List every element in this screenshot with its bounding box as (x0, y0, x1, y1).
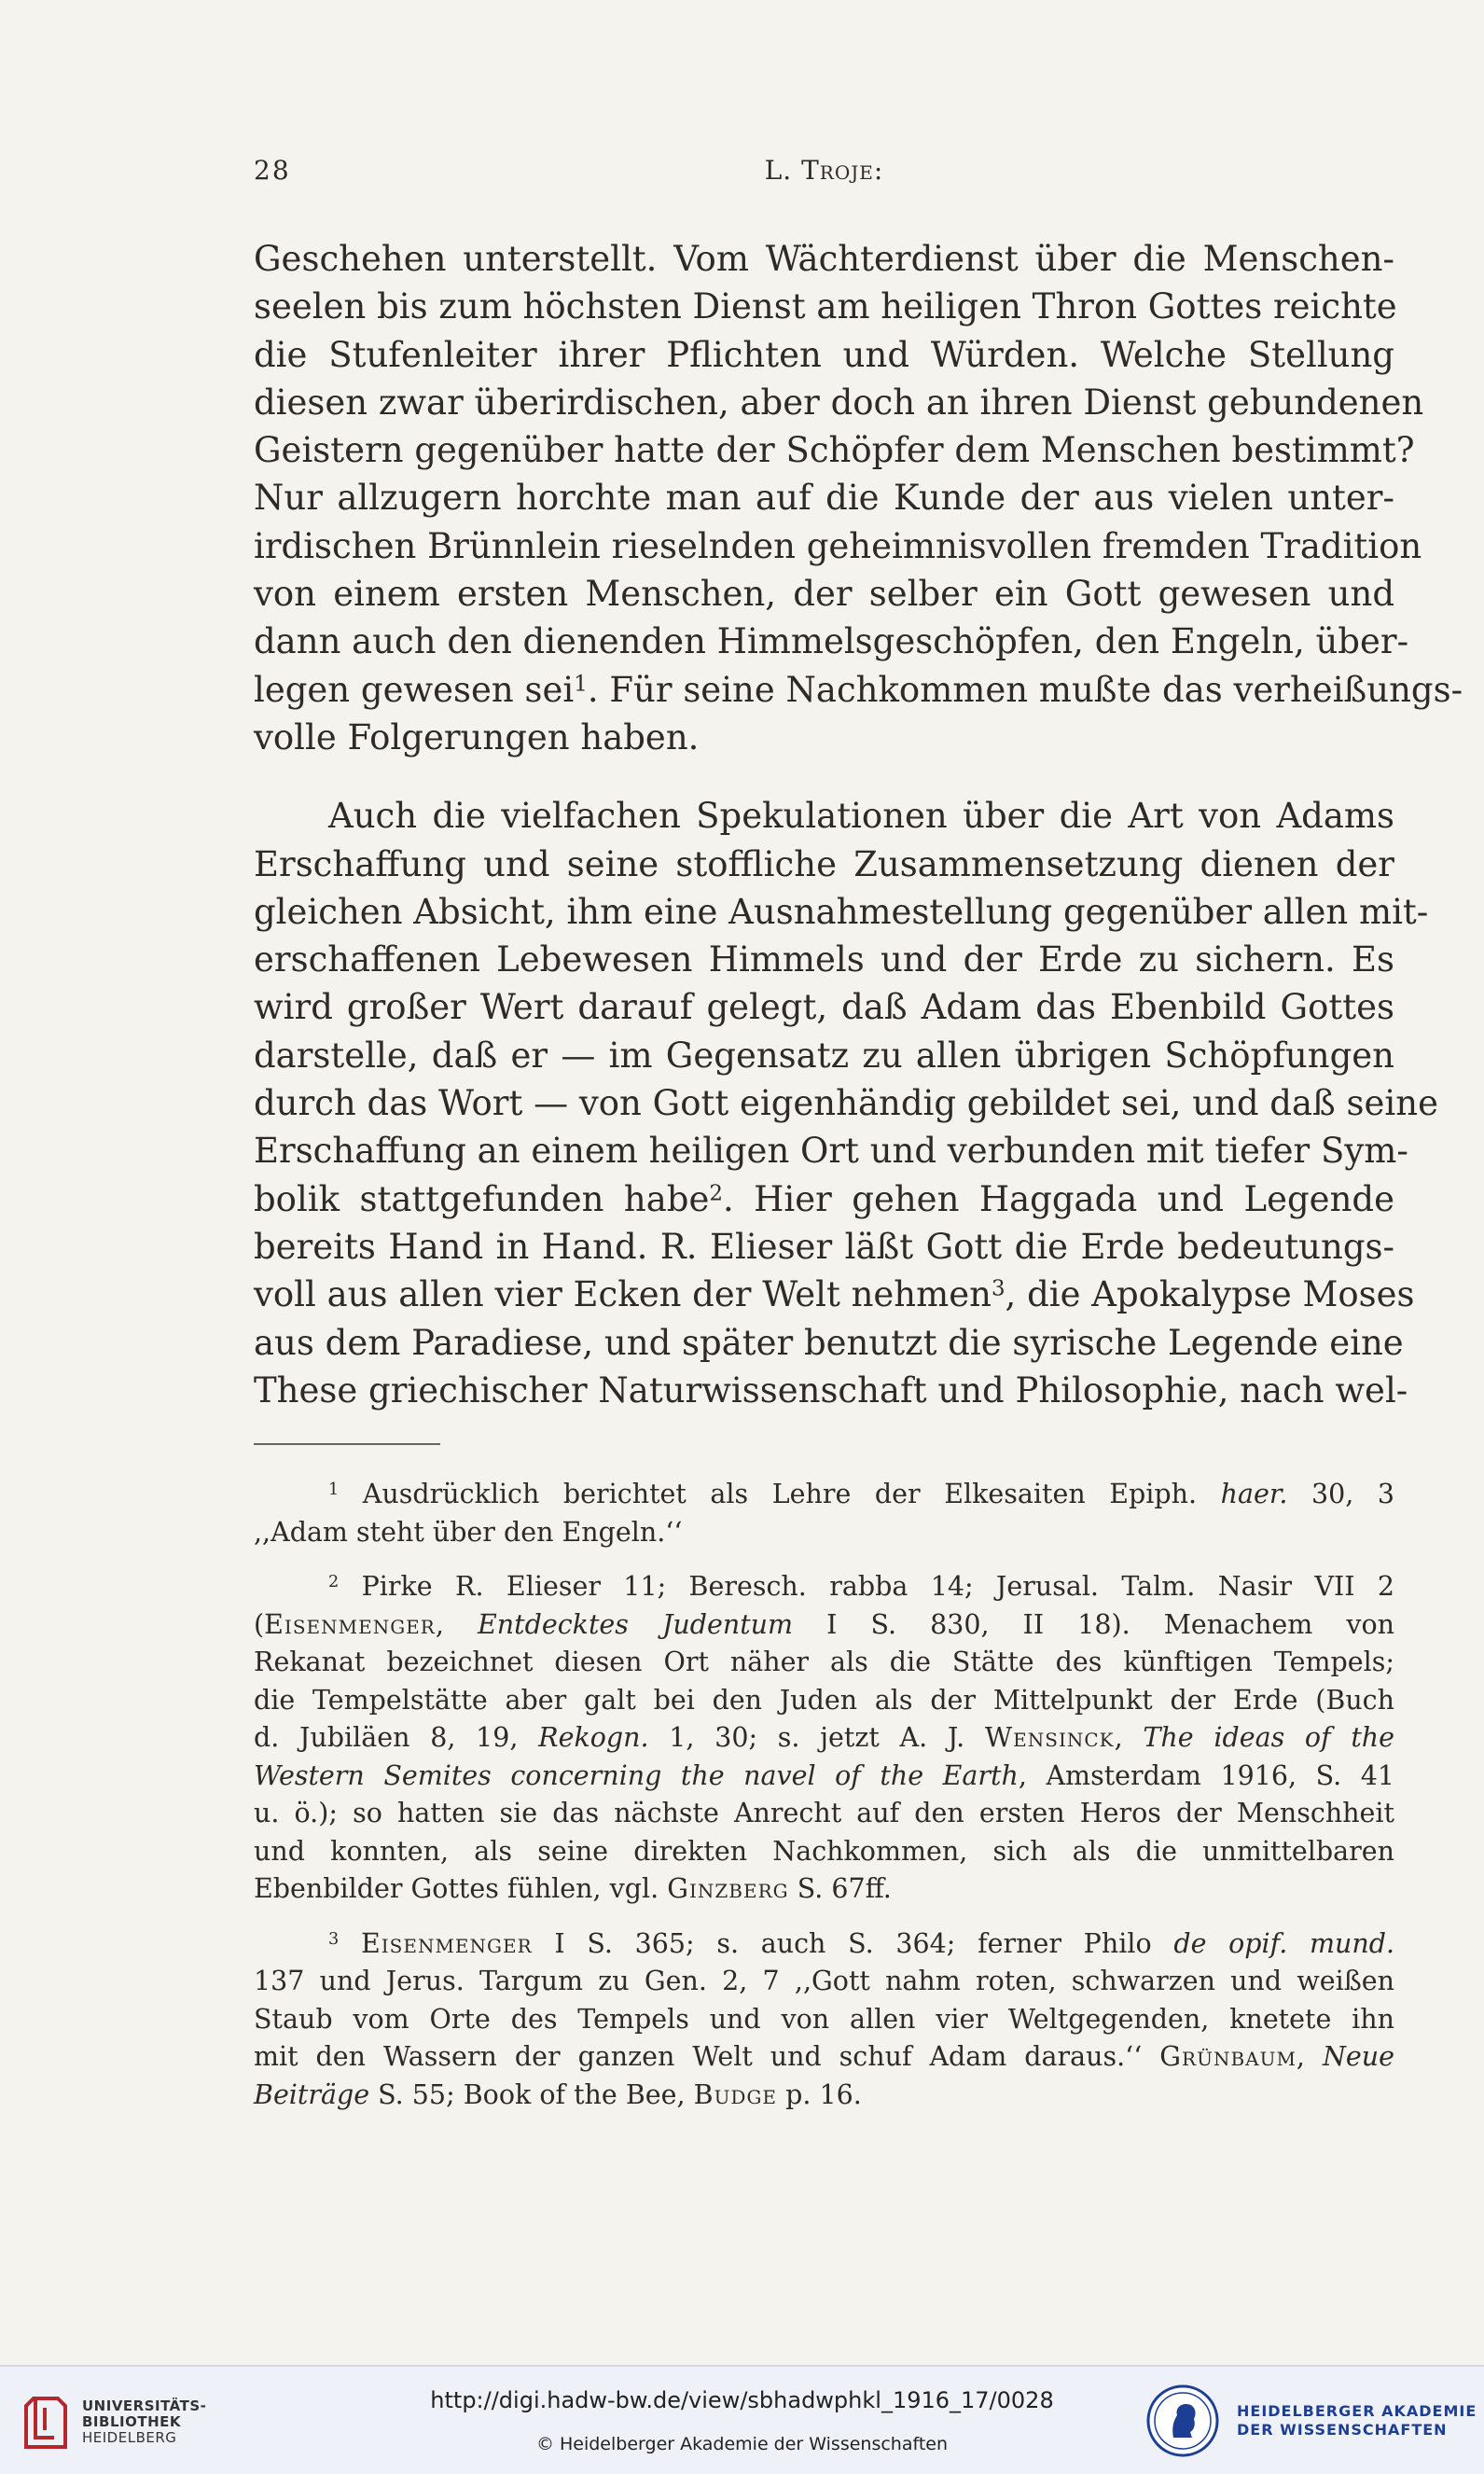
text-run: Pirke R. Elieser 11; Beresch. rabba 14; Jerusal. Talm. Nasir VII 2 (361, 1571, 1394, 1602)
text-line: durch das Wort — von Gott eigenhändig gebildet sei, und daß seine (254, 1083, 1438, 1124)
text-line (254, 2077, 1394, 2115)
text-line (254, 2038, 1394, 2077)
text-line: wird großer Wert darauf gelegt, daß Adam das Ebenbild Gottes (254, 987, 1394, 1028)
text-line: dann auch den dienenden Himmelsgeschöpfen, den Engeln, über- (254, 621, 1409, 662)
text-run: , (1114, 1722, 1123, 1753)
footnote-mark: 2 (328, 1573, 340, 1592)
text-line (254, 1719, 1394, 1758)
text-line: u. ö.); so hatten sie das nächste Anrecht auf den ersten Heros der Menschheit (254, 1798, 1394, 1828)
ub-line: UNIVERSITÄTS- (82, 2398, 207, 2414)
text-run: legen gewesen sei (254, 669, 575, 710)
text-run: Ebenbilder Gottes fühlen, vgl. (254, 1873, 659, 1904)
italic-run: haer. (1220, 1479, 1288, 1509)
footnote-separator (254, 1443, 440, 1445)
footnotes (254, 1476, 1394, 2114)
italic-run: Rekogn. (538, 1722, 649, 1753)
copyright-notice: © Heidelberger Akademie der Wissenschaften (535, 2434, 949, 2454)
text-run: bolik stattgefunden habe (254, 1178, 710, 1219)
footnote-mark: 3 (328, 1929, 340, 1949)
italic-run: Entdecktes Judentum (477, 1608, 794, 1640)
text-line: volle Folgerungen haben. (254, 716, 700, 757)
text-line (254, 1925, 1394, 1964)
running-title: L. Troje: (764, 155, 884, 186)
ub-line: HEIDELBERG (82, 2429, 177, 2446)
text-line (254, 1271, 1415, 1318)
author-name: Wensinck (984, 1722, 1115, 1753)
text-run: , (1296, 2041, 1305, 2072)
text-line: Nur allzugern horchte man auf die Kunde der aus vielen unter- (254, 478, 1394, 519)
academy-name (1237, 2402, 1477, 2439)
text-line: Rekanat bezeichnet diesen Ort näher als die Stätte des künftigen Tempels; (254, 1647, 1394, 1677)
text-line: Staub vom Orte des Tempels und von allen vier Weltgegenden, knetete ihn (254, 2003, 1394, 2035)
footnote-1 (254, 1476, 1394, 1551)
academy-line: DER WISSENSCHAFTEN (1237, 2421, 1448, 2439)
text-line: von einem ersten Menschen, der selber ein Gott gewesen und (254, 574, 1394, 615)
footnote-ref-1[interactable]: 1 (574, 672, 588, 697)
footnote-ref-3[interactable]: 3 (991, 1276, 1006, 1301)
footer-bar (0, 2365, 1484, 2474)
text-line: Erschaffung und seine stoffliche Zusammensetzung dienen der (254, 843, 1394, 884)
ub-line: BIBLIOTHEK (82, 2413, 181, 2430)
text-line: gleichen Absicht, ihm eine Ausnahmestellung gegenüber allen mit- (254, 891, 1429, 932)
academy-line: HEIDELBERGER AKADEMIE (1237, 2402, 1477, 2420)
text-line: irdischen Brünnlein rieselnden geheimnisvollen fremden Tradition (254, 525, 1422, 566)
text-line: seelen bis zum höchsten Dienst am heiligen Thron Gottes reichte (254, 286, 1397, 327)
text-run: d. Jubiläen 8, 19, (254, 1722, 519, 1753)
text-line (254, 666, 1463, 714)
text-line: darstelle, daß er — im Gegensatz zu allen übrigen Schöpfungen (254, 1035, 1394, 1076)
italic-run: Western Semites concerning the navel of the Earth (254, 1759, 1019, 1791)
text-line: Geistern gegenüber hatte der Schöpfer dem Menschen bestimmt? (254, 430, 1415, 471)
italic-run: de opif. mund. (1173, 1927, 1395, 1959)
text-run: mit den Wassern der ganzen Welt und schuf Adam daraus.‘‘ (254, 2041, 1143, 2072)
text-line: These griechischer Naturwissenschaft und Philosophie, nach wel- (254, 1369, 1408, 1411)
text-run: p. 16. (785, 2078, 862, 2110)
text-run: S. 67ff. (797, 1873, 892, 1904)
text-line (254, 1870, 1394, 1909)
paragraph-2 (254, 792, 1438, 1414)
academy-seal-icon[interactable] (1145, 2384, 1220, 2458)
paragraph-1 (254, 235, 1463, 761)
text-line (254, 1606, 1394, 1645)
text-line: und konnten, als seine direkten Nachkommen, sich als die unmittelbaren (254, 1835, 1394, 1867)
author-name: Eisenmenger (264, 1608, 436, 1640)
text-run: voll aus allen vier Ecken der Welt nehmen (254, 1274, 992, 1315)
footnote-3 (254, 1925, 1394, 2115)
running-head (254, 155, 1394, 198)
text-line: Erschaffung an einem heiligen Ort und verbunden mit tiefer Sym- (254, 1131, 1408, 1172)
text-line: aus dem Paradiese, und später benutzt die syrische Legende eine (254, 1322, 1404, 1363)
text-run: , die Apokalypse Moses (1005, 1274, 1415, 1315)
footnote-mark: 1 (328, 1480, 340, 1500)
text-line: bereits Hand in Hand. R. Elieser läßt Gott die Erde bedeutungs- (254, 1226, 1394, 1267)
text-line (254, 1175, 1394, 1223)
text-run: , (435, 1608, 444, 1640)
author-name: Grünbaum (1159, 2041, 1297, 2072)
text-line: erschaffenen Lebewesen Himmels und der Erde zu sichern. Es (254, 939, 1394, 980)
text-line: die Tempelstätte aber galt bei den Juden als der Mittelpunkt der Erde (Buch (254, 1684, 1394, 1716)
author-name: Ginzberg (667, 1873, 789, 1904)
italic-run: Neue (1322, 2041, 1394, 2072)
italic-run: The ideas of the (1143, 1722, 1395, 1753)
text-line: ,,Adam steht über den Engeln.‘‘ (254, 1516, 683, 1548)
text-run: S. 55; Book of the Bee, (378, 2078, 686, 2110)
footnote-ref-2[interactable]: 2 (709, 1181, 723, 1206)
permalink-url[interactable]: http://digi.hadw-bw.de/view/sbhadwphkl_1916_17/0028 (430, 2387, 1054, 2413)
text-line (254, 1758, 1394, 1796)
text-run: I S. 365; s. auch S. 364; ferner Philo (554, 1927, 1152, 1959)
text-run: 30, 3 (1311, 1479, 1394, 1509)
footnote-2 (254, 1568, 1394, 1909)
italic-run: Beiträge (254, 2078, 370, 2110)
main-text (254, 235, 1463, 1414)
text-run: ( (254, 1608, 265, 1640)
text-line: Geschehen unterstellt. Vom Wächterdienst über die Menschen- (254, 239, 1394, 279)
text-line: die Stufenleiter ihrer Pflichten und Würden. Welche Stellung (254, 334, 1394, 375)
text-run: I S. 830, II 18). Menachem von (826, 1608, 1395, 1640)
text-run: . Hier gehen Haggada und Legende (722, 1178, 1394, 1219)
text-line (254, 1568, 1394, 1606)
page-number: 28 (254, 155, 291, 186)
author-name: Budge (693, 2078, 778, 2110)
text-line: diesen zwar überirdischen, aber doch an ihren Dienst gebundenen (254, 382, 1424, 423)
text-line: Auch die vielfachen Spekulationen über die Art von Adams (328, 796, 1394, 837)
text-line: 137 und Jerus. Targum zu Gen. 2, 7 ,,Gott nahm roten, schwarzen und weißen (254, 1966, 1394, 1996)
text-run: . Für seine Nachkommen mußte das verheißungs- (587, 669, 1463, 710)
text-line (254, 1476, 1394, 1514)
text-run: 1, 30; s. jetzt A. J. (669, 1722, 965, 1753)
text-run: Ausdrücklich berichtet als Lehre der Elkesaiten Epiph. (362, 1479, 1198, 1509)
author-name: Eisenmenger (360, 1927, 533, 1959)
text-run: , Amsterdam 1916, S. 41 (1018, 1759, 1395, 1791)
